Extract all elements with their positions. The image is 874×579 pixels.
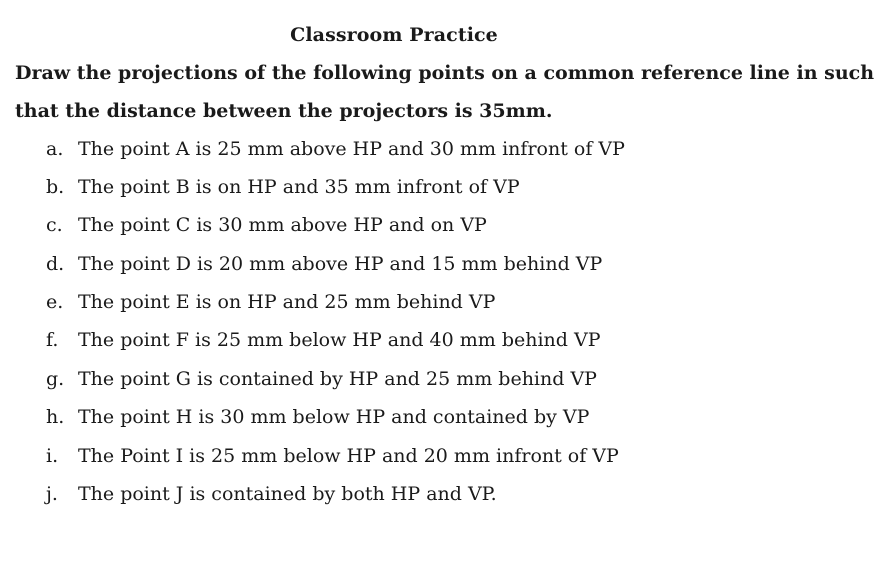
page-title: Classroom Practice <box>290 24 498 46</box>
list-marker: i. <box>46 445 59 467</box>
list-item-text: The point E is on HP and 25 mm behind VP <box>78 291 496 313</box>
list-marker: j. <box>46 483 58 505</box>
list-item-text: The point C is 30 mm above HP and on VP <box>78 214 487 236</box>
list-item-text: The point B is on HP and 35 mm infront of VP <box>78 176 520 198</box>
intro-line-2: that the distance between the projectors is 35mm. <box>15 100 553 122</box>
list-marker: c. <box>46 214 63 236</box>
list-marker: e. <box>46 291 64 313</box>
intro-line-1: Draw the projections of the following points on a common reference line in such <box>15 62 874 84</box>
list-item-text: The point J is contained by both HP and VP. <box>78 483 497 505</box>
list-item-text: The point D is 20 mm above HP and 15 mm behind VP <box>78 253 603 275</box>
list-marker: b. <box>46 176 65 198</box>
list-item-text: The point A is 25 mm above HP and 30 mm infront of VP <box>78 138 625 160</box>
list-item-text: The point F is 25 mm below HP and 40 mm behind VP <box>78 329 601 351</box>
list-marker: d. <box>46 253 65 275</box>
list-marker: a. <box>46 138 64 160</box>
list-item-text: The point H is 30 mm below HP and contained by VP <box>78 406 590 428</box>
list-marker: h. <box>46 406 65 428</box>
list-item-text: The point G is contained by HP and 25 mm behind VP <box>78 368 597 390</box>
list-marker: f. <box>46 329 59 351</box>
list-marker: g. <box>46 368 65 390</box>
list-item-text: The Point I is 25 mm below HP and 20 mm infront of VP <box>78 445 619 467</box>
